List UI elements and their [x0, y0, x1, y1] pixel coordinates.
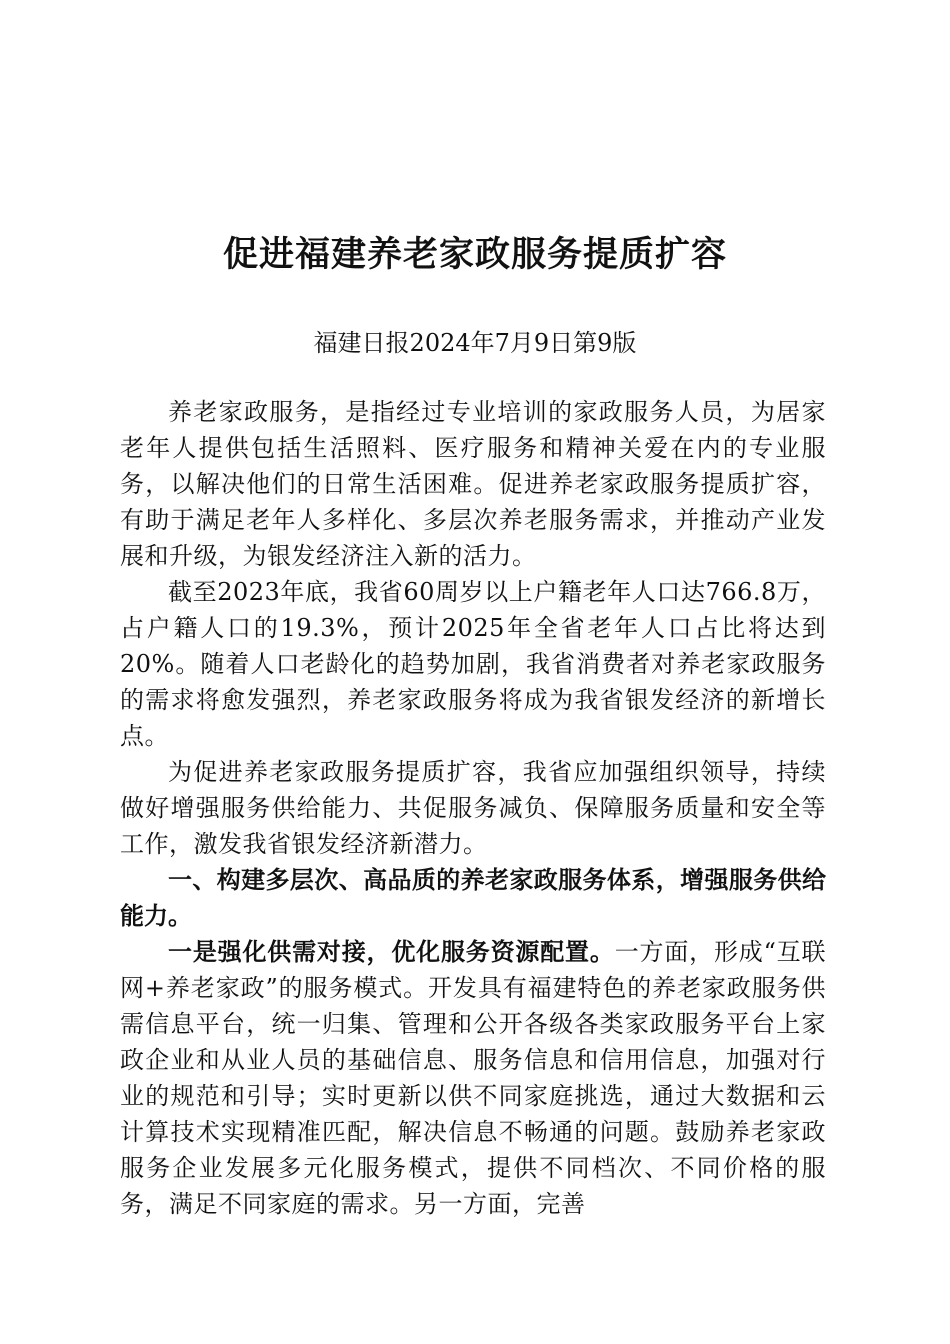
- paragraph-summary: 为促进养老家政服务提质扩容，我省应加强组织领导，持续做好增强服务供给能力、共促服务减负、保障服务质量和安全等工作，激发我省银发经济新潜力。: [120, 758, 826, 858]
- paragraph-section-1-item-1: [120, 934, 826, 1222]
- section-heading-1: 一、构建多层次、高品质的养老家政服务体系，增强服务供给能力。: [120, 866, 826, 930]
- article-body: [120, 394, 826, 1222]
- article-title: 促进福建养老家政服务提质扩容: [222, 234, 727, 275]
- paragraph-intro: 养老家政服务，是指经过专业培训的家政服务人员，为居家老年人提供包括生活照料、医疗服务和精神关爱在内的专业服务，以解决他们的日常生活困难。促进养老家政服务提质扩容，有助于满足老年人多样化、多层次养老服务需求，并推动产业发展和升级，为银发经济注入新的活力。: [120, 398, 826, 570]
- article-source-line: 福建日报2024年7月9日第9版: [313, 329, 637, 357]
- paragraph-body-text: 一方面，形成“互联网+养老家政”的服务模式。开发具有福建特色的养老家政服务供需信息平台，统一归集、管理和公开各级各类家政服务平台上家政企业和从业人员的基础信息、服务信息和信用信息，加强对行业的规范和引导；实时更新以供不同家庭挑选，通过大数据和云计算技术实现精准匹配，解决信息不畅通的问题。鼓励养老家政服务企业发展多元化服务模式，提供不同档次、不同价格的服务，满足不同家庭的需求。另一方面，完善: [120, 938, 827, 1218]
- paragraph-lead-text: 一是强化供需对接，优化服务资源配置。: [168, 938, 615, 966]
- paragraph-statistics: 截至2023年底，我省60周岁以上户籍老年人口达766.8万，占户籍人口的19.3%，预计2025年全省老年人口占比将达到20%。随着人口老龄化的趋势加剧，我省消费者对养老家政服务的需求将愈发强烈，养老家政服务将成为我省银发经济的新增长点。: [120, 578, 826, 750]
